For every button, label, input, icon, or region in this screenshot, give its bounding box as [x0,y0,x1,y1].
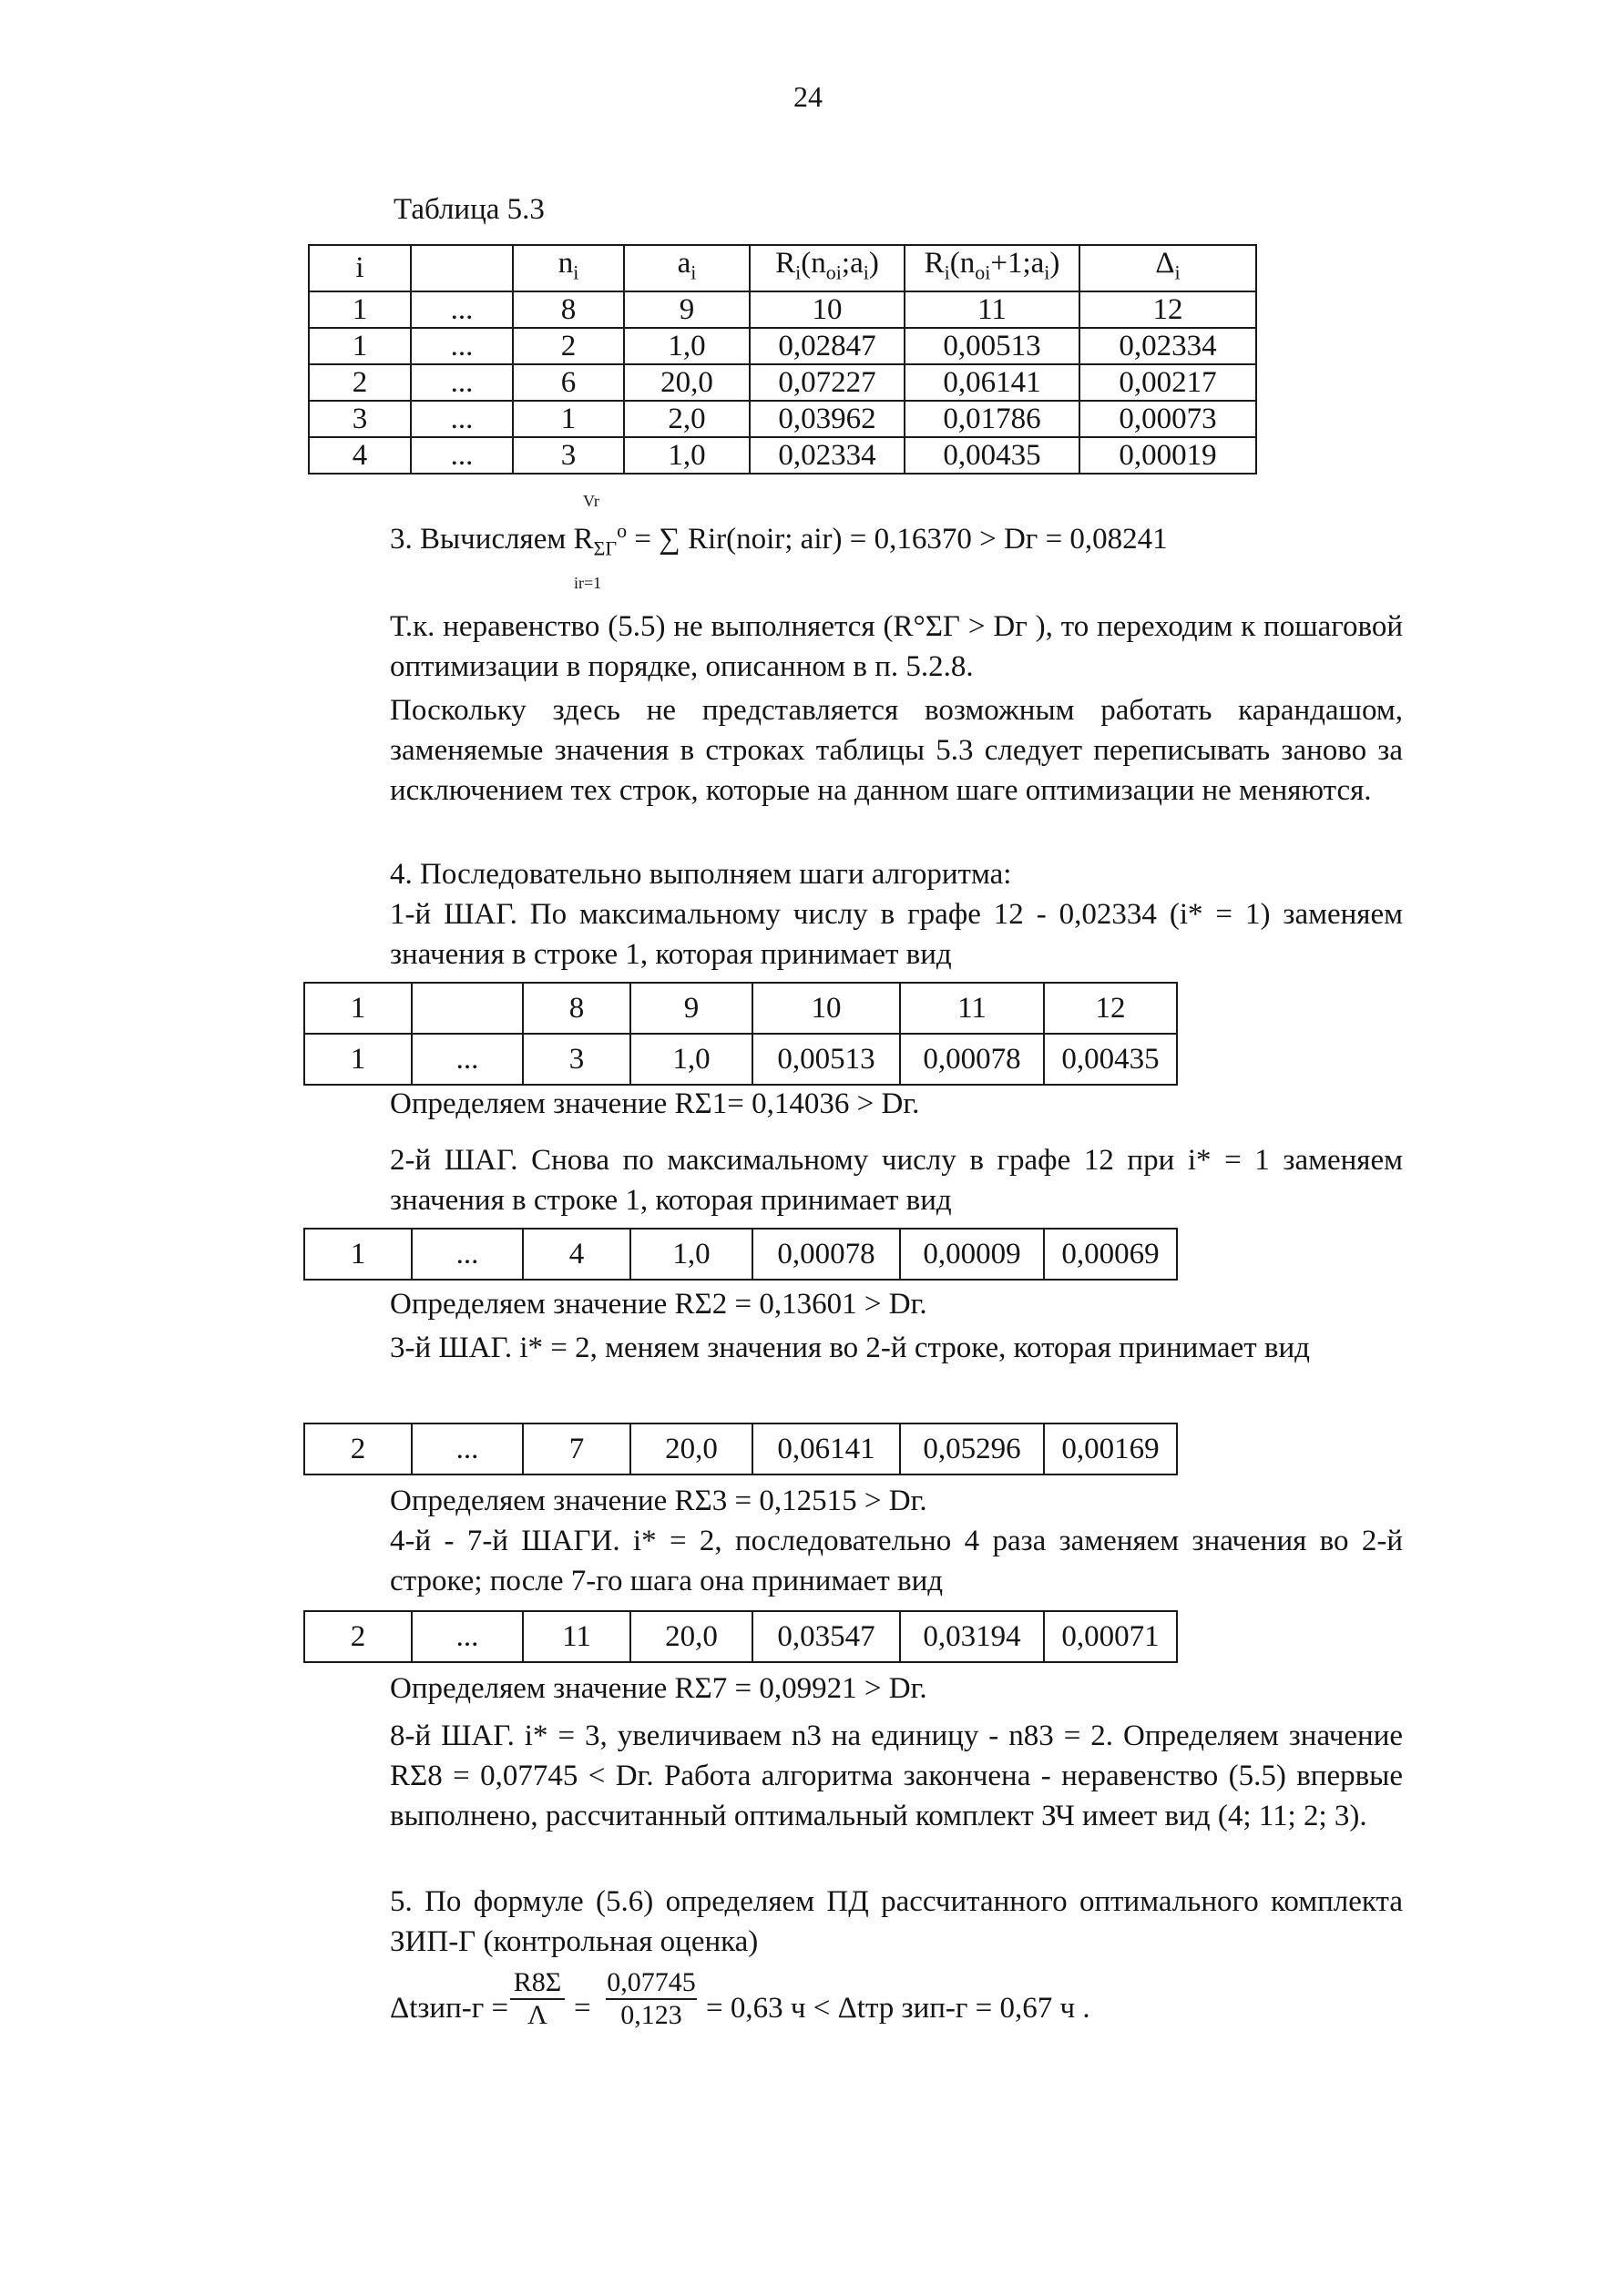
table-cell: 3 [309,401,411,437]
table-header-cell: $a_i$ [624,245,750,291]
step-3-table [303,1423,1178,1475]
step-1-result: Определяем значение RΣ1= 0,14036 > Dг. [390,1087,920,1120]
table-cell: 1 [304,983,412,1034]
table-cell: ... [411,437,513,474]
table-row [304,1034,1177,1085]
table-cell: 0,03547 [752,1611,900,1662]
table-cell: 1,0 [624,437,750,474]
formula-3-prefix: 3. Вычисляем R [390,523,594,556]
final-formula-eq: = [574,1992,591,2025]
table-cell: 0,00513 [905,328,1079,364]
table-cell: 0,06141 [905,364,1079,401]
table-cell: 20,0 [630,1611,752,1662]
table-row [309,437,1256,474]
formula-3-sub: ΣГ [593,536,618,560]
paragraph-5: 5. По формуле (5.6) определяем ПД рассчитанного оптимального комплекта ЗИП-Г (контрольная оценка) [390,1885,1403,1958]
table-cell: ... [411,328,513,364]
table-cell: 2 [513,328,624,364]
step-3-text: 3-й ШАГ. i* = 2, меняем значения во 2-й строке, которая принимает вид [390,1332,1310,1364]
table-cell: ... [412,1424,523,1475]
table-cell: 7 [523,1424,630,1475]
table-header-cell: $n_i$ [513,245,624,291]
table-cell: 1 [304,1034,412,1085]
table-cell: 0,01786 [905,401,1079,437]
table-cell: 0,03962 [750,401,905,437]
table-cell: 1,0 [630,1034,752,1085]
table-cell: 0,00513 [752,1034,900,1085]
table-cell: 0,00069 [1044,1229,1177,1280]
final-formula-den-2: 0,123 [606,1998,697,2031]
table-cell: 0,07227 [750,364,905,401]
step-2-text: 2-й ШАГ. Снова по максимальному числу в графе 12 при i* = 1 заменяем значения в строке 1, которая принимает вид [390,1144,1403,1217]
table-header-cell: $R_i(n_{oi}+1;a_i)$ [905,245,1079,291]
table-col-numbers-row [309,291,1256,328]
table-header-cell: i [309,245,411,291]
table-cell: 0,06141 [752,1424,900,1475]
table-cell: 6 [513,364,624,401]
table-header-cell: $R_i(n_{oi};a_i)$ [750,245,905,291]
table-cell: ... [411,401,513,437]
step-8-text: 8-й ШАГ. i* = 3, увеличиваем n3 на единицу - n83 = 2. Определяем значение RΣ8 = 0,07745 < Dг. Работа алгоритма закончена - неравенство (5.5) впервые выполнено, рассчитанный оптимальный комплект ЗЧ имеет вид (4; 11; 2; 3). [390,1719,1403,1832]
step-4-table [303,1610,1178,1663]
table-cell: 3 [523,1034,630,1085]
table-cell: ... [412,1229,523,1280]
table-row [309,401,1256,437]
final-formula-rhs: = 0,63 ч < Δtтр зип-г = 0,67 ч . [706,1992,1090,2025]
final-formula-fraction-1 [510,1967,565,2031]
table-cell: 11 [523,1611,630,1662]
step-3-result: Определяем значение RΣ3 = 0,12515 > Dг. [390,1485,927,1517]
final-formula-num-2: 0,07745 [607,1967,696,1997]
step-1-text: 1-й ШАГ. По максимальному числу в графе 12 - 0,02334 (i* = 1) заменяем значения в строке 1, которая принимает вид [390,898,1403,971]
table-cell: ... [412,1034,523,1085]
table-cell: 0,00071 [1044,1611,1177,1662]
table-header-cell: $\Delta_i$ [1079,245,1256,291]
final-formula-num-1: R8Σ [513,1967,562,1997]
table-cell: 1 [309,328,411,364]
table-cell: 0,02334 [750,437,905,474]
formula-3-sum-top: Vr [583,492,599,510]
table-cell: 12 [1044,983,1177,1034]
table-cell: 0,03194 [900,1611,1044,1662]
formula-3-expression: = ∑ Rir(noir; air) = 0,16370 > Dг = 0,08241 [634,523,1168,556]
table-cell: 0,00019 [1079,437,1256,474]
table-cell: 2 [304,1424,412,1475]
formula-3-sum-bottom: ir=1 [574,574,602,592]
formula-3-sup: o [617,519,628,542]
table-cell [412,983,523,1034]
step-4-text: 4-й - 7-й ШАГИ. i* = 2, последовательно 4 раза заменяем значения во 2-й строке; после 7-го шага она принимает вид [390,1525,1403,1597]
table-5-3 [308,244,1257,475]
table-cell: 8 [523,983,630,1034]
table-cell: 2,0 [624,401,750,437]
table-cell: 20,0 [630,1424,752,1475]
table-row [309,364,1256,401]
table-cell: 11 [900,983,1044,1034]
paragraph-3: 4. Последовательно выполняем шаги алгоритма: [390,858,1012,891]
table-cell: 0,00169 [1044,1424,1177,1475]
table-cell: 10 [752,983,900,1034]
step-2-result: Определяем значение RΣ2 = 0,13601 > Dг. [390,1288,927,1321]
table-cell: 0,05296 [900,1424,1044,1475]
table-cell: 2 [304,1611,412,1662]
table-cell: 1,0 [630,1229,752,1280]
table-cell: 1 [304,1229,412,1280]
table-cell: 1 [309,291,411,328]
table-cell: 0,02847 [750,328,905,364]
table-cell: 0,00078 [900,1034,1044,1085]
page-number: 24 [793,80,823,113]
table-cell: 3 [513,437,624,474]
table-cell: 0,00435 [1044,1034,1177,1085]
table-cell: 4 [523,1229,630,1280]
final-formula-fraction-2 [606,1967,697,2031]
step-4-result: Определяем значение RΣ7 = 0,09921 > Dг. [390,1672,927,1705]
paragraph-2: Поскольку здесь не представляется возможным работать карандашом, заменяемые значения в строках таблицы 5.3 следует переписывать заново за исключением тех строк, которые на данном шаге оптимизации не меняются. [390,694,1403,807]
table-cell: 0,00078 [752,1229,900,1280]
table-row [304,1424,1177,1475]
table-cell: ... [411,291,513,328]
formula-3 [390,519,1168,561]
table-cell: 10 [750,291,905,328]
table-cell: 12 [1079,291,1256,328]
table-row [304,1611,1177,1662]
table-cell: 0,00073 [1079,401,1256,437]
table-cell: 1 [513,401,624,437]
step-2-table [303,1228,1178,1281]
table-cell: 9 [624,291,750,328]
table-cell: 11 [905,291,1079,328]
table-cell: 0,02334 [1079,328,1256,364]
table-cell: 4 [309,437,411,474]
table-header-row [309,245,1256,291]
final-formula-den-1: Λ [510,1998,565,2031]
table-cell: 0,00217 [1079,364,1256,401]
table-cell: 0,00009 [900,1229,1044,1280]
table-cell: ... [412,1611,523,1662]
table-header-cell [411,245,513,291]
table-cell: 9 [630,983,752,1034]
table-row [304,1229,1177,1280]
table-header-row [304,983,1177,1034]
table-cell: 20,0 [624,364,750,401]
table-caption: Таблица 5.3 [394,193,545,226]
table-cell: 1,0 [624,328,750,364]
table-cell: 2 [309,364,411,401]
table-row [309,328,1256,364]
final-formula-lhs: Δtзип-г = [390,1992,509,2025]
step-1-table [303,982,1178,1086]
table-cell: 0,00435 [905,437,1079,474]
table-cell: 8 [513,291,624,328]
paragraph-1: Т.к. неравенство (5.5) не выполняется (R°ΣГ > Dг ), то переходим к пошаговой оптимизации в порядке, описанном в п. 5.2.8. [390,610,1403,683]
table-cell: ... [411,364,513,401]
